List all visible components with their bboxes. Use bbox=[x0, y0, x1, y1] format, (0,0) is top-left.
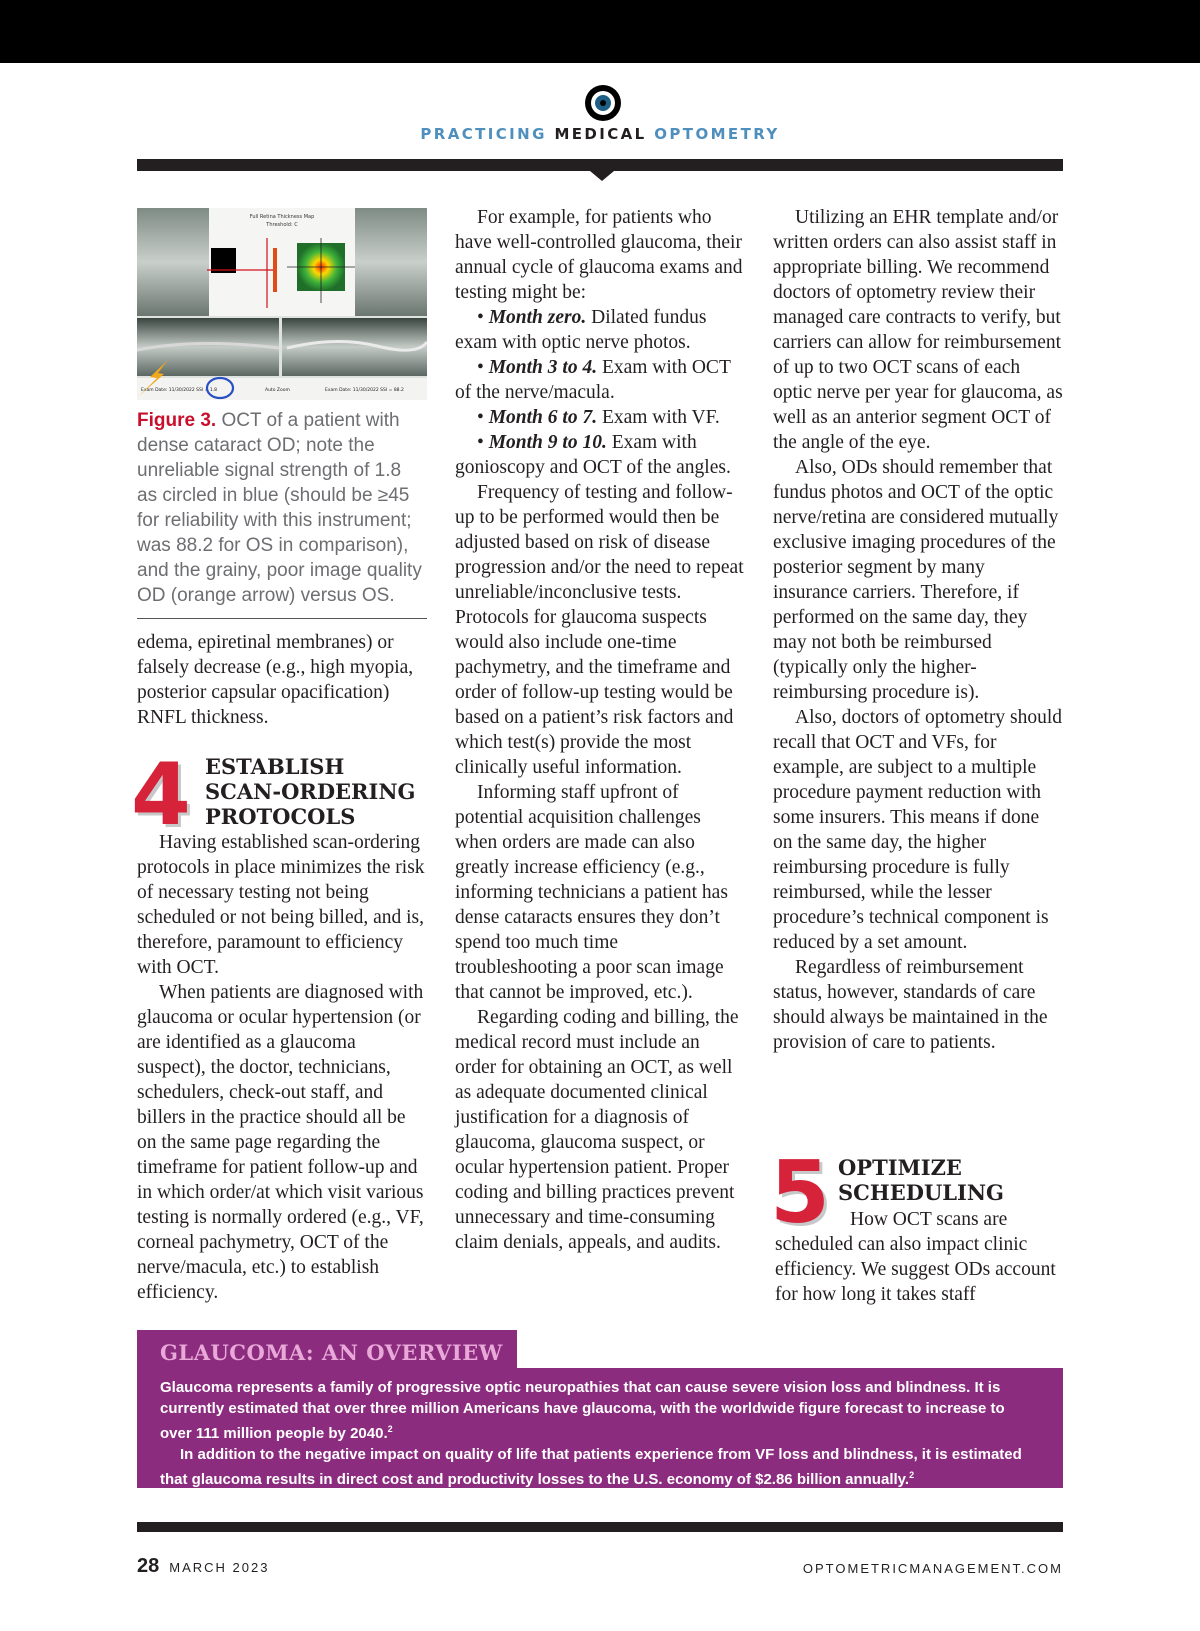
column-3-bottom bbox=[775, 1207, 1065, 1307]
header-rule-notch bbox=[590, 171, 614, 181]
image-readout-mid: Auto Zoom bbox=[265, 388, 290, 393]
section-5-number: 5 bbox=[770, 1143, 830, 1243]
paragraph: Utilizing an EHR template and/or written orders can also assist staff in appropriate billing. We recommend doctors of optometry review their managed care contracts to verify, but carriers can allow for reimbursement of up to two OCT scans of each optic nerve per year for glaucoma, as well as an anterior segment OCT of the angle of the eye. bbox=[773, 207, 1063, 453]
section-4-number: 4 bbox=[131, 745, 191, 845]
footer-rule bbox=[137, 1522, 1063, 1532]
paragraph: Glaucoma represents a family of progressive optic neuropathies that can cause severe vision loss and blindness. It is currently estimated that over three million Americans have glaucoma, with the worldwide figure forecast to increase to over 111 million people by 2040.$^2$ bbox=[160, 1379, 1005, 1442]
sidebar-title: GLAUCOMA: AN OVERVIEW bbox=[160, 1340, 503, 1365]
list-item: • Month 9 to 10. Exam with gonioscopy and OCT of the angles. bbox=[455, 432, 731, 478]
paragraph: Also, doctors of optometry should recall that OCT and VFs, for example, are subject to a multiple procedure payment reduction with some insurers. This means if done on the same day, the higher reimbursing procedure is fully reimbursed, while the lesser procedure’s technical component is reduced by a set amount. bbox=[773, 707, 1063, 953]
eye-logo-icon bbox=[585, 85, 621, 121]
section-5-title: OPTIMIZE SCHEDULING bbox=[838, 1155, 1004, 1205]
image-readout-right: Exam Date: 11/30/2022 SSI = 88.2 bbox=[325, 388, 404, 393]
column-3 bbox=[773, 205, 1063, 1055]
paragraph: When patients are diagnosed with glaucoma or ocular hypertension (or are identified as a glaucoma suspect), the doctor, technicians, schedulers, check-out staff, and billers in the practice should all be on the same page regarding the timeframe for patient follow-up and in which order/at which visit various testing is normally ordered (e.g., VF, corneal pachymetry, OCT of the nerve/macula, etc.) to establish efficiency. bbox=[137, 982, 424, 1303]
footer-left bbox=[137, 1555, 269, 1578]
image-label-title: Full Retina Thickness Map bbox=[249, 214, 315, 220]
caption-rule bbox=[137, 618, 427, 619]
figure-3-caption: Figure 3. OCT of a patient with dense cataract OD; note the unreliable signal strength of 1.8 as circled in blue (should be ≥45 for reliability with this instrument; was 88.2 for OS in comparison), and the grainy, poor image quality OD (orange arrow) versus OS. bbox=[137, 410, 422, 606]
image-label-threshold: Threshold: C bbox=[266, 222, 298, 228]
paragraph: Regardless of reimbursement status, however, standards of care should always be maintained in the provision of care to patients. bbox=[773, 957, 1048, 1053]
list-item: • Month 6 to 7. Exam with VF. bbox=[477, 407, 720, 428]
paragraph: In addition to the negative impact on quality of life that patients experience from VF loss and blindness, it is estimated that glaucoma results in direct cost and productivity losses to the U.S. economy of $2.86 billion annually.$^2$ bbox=[160, 1446, 1022, 1488]
paragraph: For example, for patients who have well-controlled glaucoma, their annual cycle of glaucoma exams and testing might be: bbox=[455, 207, 743, 303]
column-1-body bbox=[137, 830, 427, 1305]
list-item: • Month 3 to 4. Exam with OCT of the nerve/macula. bbox=[455, 357, 731, 403]
paragraph: Also, ODs should remember that fundus photos and OCT of the optic nerve/retina are considered mutually exclusive imaging procedures of the posterior segment by many insurance carriers. Therefore, if performed on the same day, they may not both be reimbursed (typically only the higher-reimbursing procedure is). bbox=[773, 457, 1059, 703]
top-black-band bbox=[0, 0, 1200, 63]
column-1-top bbox=[137, 630, 427, 730]
image-readout-left: Exam Date: 11/30/2022 SSI = 1.8 bbox=[141, 388, 217, 393]
footer-site: OPTOMETRICMANAGEMENT.COM bbox=[802, 1561, 1063, 1576]
figure-3-oct-image bbox=[137, 208, 427, 400]
paragraph: edema, epiretinal membranes) or falsely decrease (e.g., high myopia, posterior capsular opacification) RNFL thickness. bbox=[137, 632, 414, 728]
section-kicker: PRACTICING MEDICAL OPTOMETRY bbox=[420, 125, 780, 143]
paragraph: Regarding coding and billing, the medical record must include an order for obtaining an OCT, as well as adequate documented clinical justification for a diagnosis of glaucoma, glaucoma suspect, or ocular hypertension patient. Proper coding and billing practices prevent unnecessary and time-consuming claim denials, appeals, and audits. bbox=[455, 1007, 739, 1253]
issue-date: MARCH 2023 bbox=[169, 1560, 270, 1575]
paragraph: Having established scan-ordering protocols in place minimizes the risk of necessary testing not being scheduled or not being billed, and is, therefore, paramount to efficiency with OCT. bbox=[137, 832, 425, 978]
list-item: • Month zero. Dilated fundus exam with optic nerve photos. bbox=[455, 307, 707, 353]
sidebar-text bbox=[160, 1377, 1040, 1490]
section-4-title: ESTABLISH SCAN-ORDERING PROTOCOLS bbox=[205, 754, 416, 829]
paragraph: How OCT scans are scheduled can also impact clinic efficiency. We suggest ODs account for how long it takes staff bbox=[775, 1209, 1056, 1305]
page-number: 28 bbox=[137, 1555, 160, 1577]
paragraph: Informing staff upfront of potential acquisition challenges when orders are made can also greatly increase efficiency (e.g., informing technicians a patient has dense cataracts ensures they don’t spend too much time troubleshooting a poor scan image that cannot be improved, etc.). bbox=[455, 782, 728, 1003]
column-2 bbox=[455, 205, 745, 1255]
paragraph: Frequency of testing and follow-up to be performed would then be adjusted based on risk of disease progression and/or the need to repeat unreliable/inconclusive tests. Protocols for glaucoma suspects would also include one-time pachymetry, and the timeframe and order of follow-up testing would be based on a patient’s risk factors and which test(s) provide the most clinically useful information. bbox=[455, 482, 744, 778]
header-rule bbox=[137, 159, 1063, 171]
